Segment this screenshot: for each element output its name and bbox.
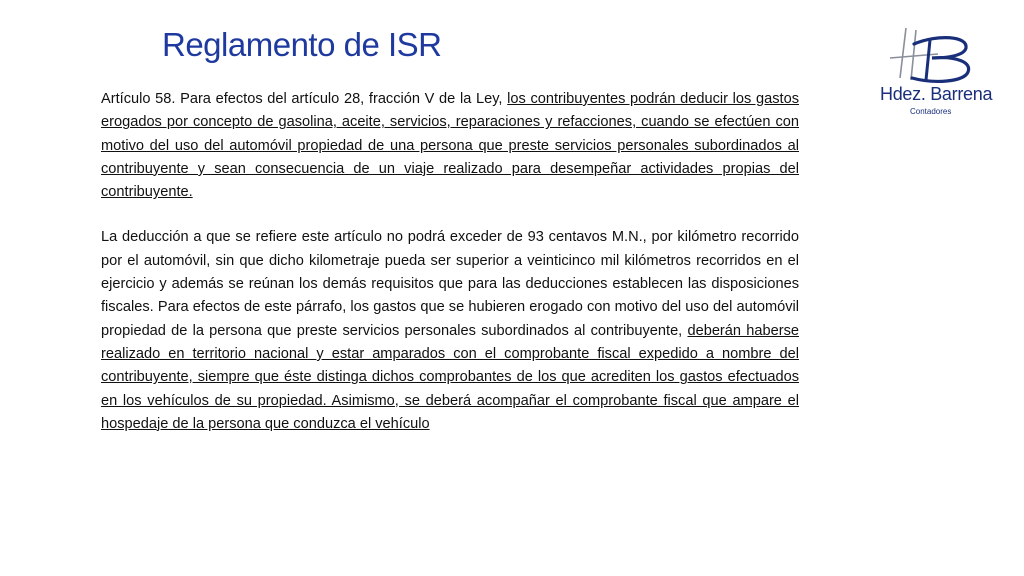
company-logo (868, 22, 998, 122)
paragraph-deduction-limit (101, 226, 799, 436)
paragraph-2-text: La deducción a que se refiere este artículo no podrá exceder de 93 centavos M.N., por kilómetro recorrido por el automóvil, sin que dicho kilometraje pueda ser superior a veinticinco mil kilómetros recorridos en el ejercicio y además se reúnan los demás requisitos que para las deducciones establecen las disposiciones fiscales. Para efectos de este párrafo, los gastos que se hubieren erogado con motivo del uso del automóvil propiedad de la persona que preste servicios personales subordinados al contribuyente, (101, 229, 799, 339)
paragraph-2-underlined-text: deberán haberse realizado en territorio nacional y estar amparados con el comprobante fiscal expedido a nombre del contribuyente, siempre que éste distinga dichos comprobantes de los que acrediten los gastos efectuados en los vehículos de su propiedad. Asimismo, se deberá acompañar el comprobante fiscal que ampare el hospedaje de la persona que conduzca el vehículo (101, 322, 799, 432)
paragraph-article-58 (101, 88, 799, 204)
article-body (101, 88, 799, 436)
paragraph-1-underlined-text: los contribuyentes podrán deducir los gastos erogados por concepto de gasolina, aceite, servicios, reparaciones y refacciones, cuando se efectúen con motivo del uso del automóvil propiedad de una persona que preste servicios personales subordinados al contribuyente y sean consecuencia de un viaje realizado para desempeñar actividades propias del contribuyente. (101, 91, 800, 201)
logo-subtitle: Contadores (910, 107, 952, 116)
logo-name: Hdez. Barrena (880, 84, 993, 104)
slide-title: Reglamento de ISR (162, 26, 442, 63)
paragraph-1-text: Artículo 58. Para efectos del artículo 28, fracción V de la Ley, (101, 91, 508, 107)
logo-monogram-icon (868, 22, 998, 92)
